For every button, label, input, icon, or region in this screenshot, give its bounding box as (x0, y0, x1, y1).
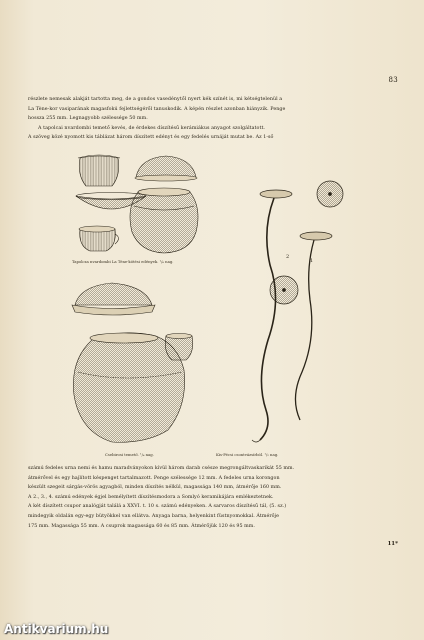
small-cup (165, 336, 193, 360)
caption-pins: Kis-Pécsi csontvázsírból. ¹/₂ nag. (216, 452, 279, 457)
small-vessels-group (76, 155, 198, 253)
lidded-urn (72, 283, 193, 442)
text-line: mindegyik oldalán egy-egy bütyökkel van ellátva. Anyaga barna, helyenkint füstnyomokkal. Átmérője (28, 513, 280, 519)
text-line: számú fedeles urna nemi és hamu maradványokon kívül három darab csésze megrongáltvaskarikát 55 mm. (28, 466, 295, 471)
bronze-pins (252, 181, 343, 442)
text-line: La Tène-kor vasiparának magasfokú fejlettségéről tanuskodik. A képén részlet azonban hiányzik. Penge (28, 106, 286, 112)
text-line: hossza 255 mm. Legnagyobb szélessége 50 mm. (28, 116, 148, 122)
bottom-paragraphs (28, 464, 400, 531)
signature-mark: 11* (387, 541, 398, 547)
pin-head-1 (300, 232, 332, 240)
pin-label-2: 2 (286, 254, 290, 260)
text-line: részlete nemesak alakját tartotta meg, de a gondos vasedénytől nyert kék színét is, mi kétségtelenül a (28, 97, 283, 102)
text-line: A szöveg közé nyomott kis táblázat három díszített edényt és egy fedelés urnáját mutat be. Az 1-ső (28, 135, 274, 141)
text-line: A 2., 3., 4. számú edények égjel bemélyített díszítésmodora a Somlyó keramikájára emlékeztetnek. (28, 494, 274, 500)
pin-shaft-1 (295, 240, 314, 420)
text-line: A két díszített csupor analógját találá a XXVI. t. 10 s. számú edényeken. A sarvaros díszítésű tál, (5. sz.) (28, 504, 287, 510)
text-line: átmérővel és egy hajlított késpenget tartalmazott. Penge szélessége 12 mm. A fedeles urna korongon (28, 475, 280, 481)
text-line: 175 mm. Magassága 55 mm. A csuprok magassága 60 és 85 mm. Átmérőjük 120 és 95 mm. (28, 523, 255, 529)
large-pot (130, 192, 198, 253)
text-line: készült szegeit sárgás-vörös agyagból, minden díszítés nélkül, magassága 140 mm, átmérője 160 mm. (28, 485, 282, 491)
urn-lid (75, 283, 152, 305)
pin-shaft-2 (260, 198, 276, 440)
ribbed-cup (79, 156, 119, 186)
page-number: 83 (388, 76, 398, 84)
lid-dome (136, 156, 196, 177)
pin-head-2 (260, 190, 292, 198)
text-line: A tapolcai nvardombi temető kevés, de érdekes díszítésű kerámiákus anyagot szolgáltatott. (38, 125, 266, 131)
small-mug (80, 229, 116, 251)
caption-vessels: Tapolcza nvardombi La Tène-kötési edények. ¹/₆ nag. (72, 259, 174, 264)
watermark: Antikvarium.hu (4, 622, 109, 636)
caption-urn: Csebirosi temető. ¹/₆ nag. (105, 452, 154, 457)
pin-label-1: 1 (310, 258, 314, 264)
